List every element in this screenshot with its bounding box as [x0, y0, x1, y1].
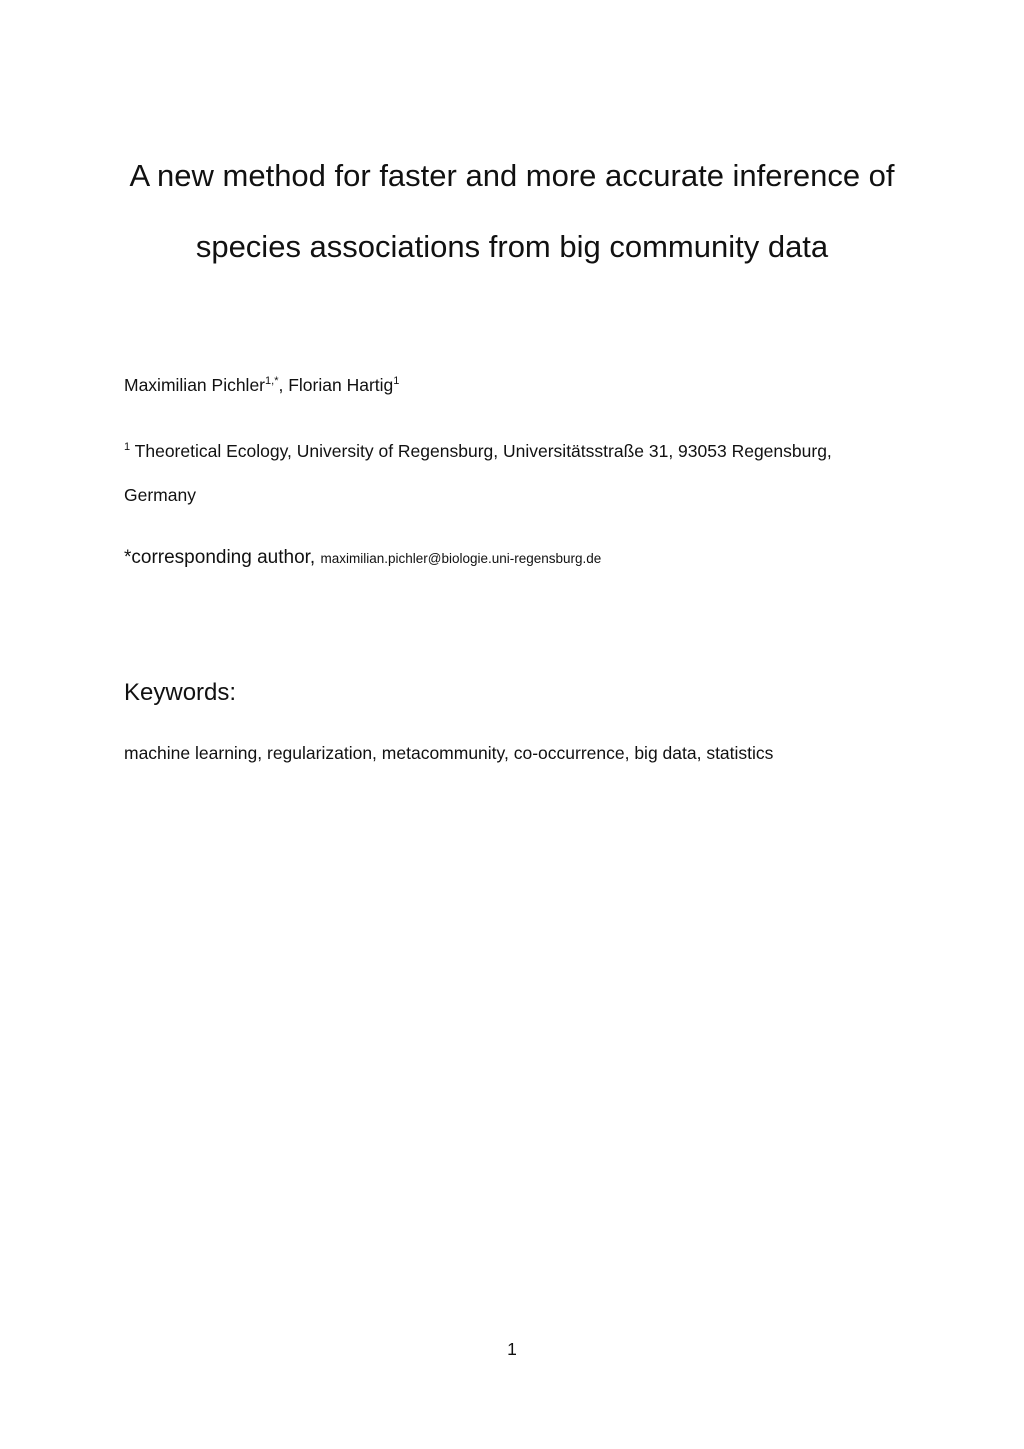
author-separator: ,: [278, 375, 289, 395]
author-affiliation-marker: 1,*: [265, 375, 279, 387]
affiliation-line-2: Germany: [124, 485, 196, 505]
author-affiliation-marker: 1: [393, 375, 400, 387]
author-name: Maximilian Pichler: [124, 375, 266, 395]
author-name: Florian Hartig: [288, 375, 394, 395]
keywords-heading: Keywords:: [124, 679, 237, 706]
title-line-1: A new method for faster and more accurate inference of: [129, 158, 895, 193]
affiliation-text: Theoretical Ecology, University of Regensburg, Universitätsstraße 31, 93053 Regensburg,: [134, 441, 832, 461]
corresponding-author: [124, 547, 601, 570]
corresponding-author-label: *corresponding author,: [124, 547, 321, 568]
keywords-list: machine learning, regularization, metacommunity, co-occurrence, big data, statistics: [124, 743, 774, 763]
affiliation-marker: 1: [124, 441, 131, 453]
email-address: maximilian.pichler@biologie.uni-regensburg.de: [320, 551, 602, 566]
affiliation-line-1: [124, 440, 832, 462]
page-number: 1: [507, 1339, 517, 1359]
author-list: [124, 374, 399, 396]
title-line-2: species associations from big community data: [195, 229, 829, 264]
